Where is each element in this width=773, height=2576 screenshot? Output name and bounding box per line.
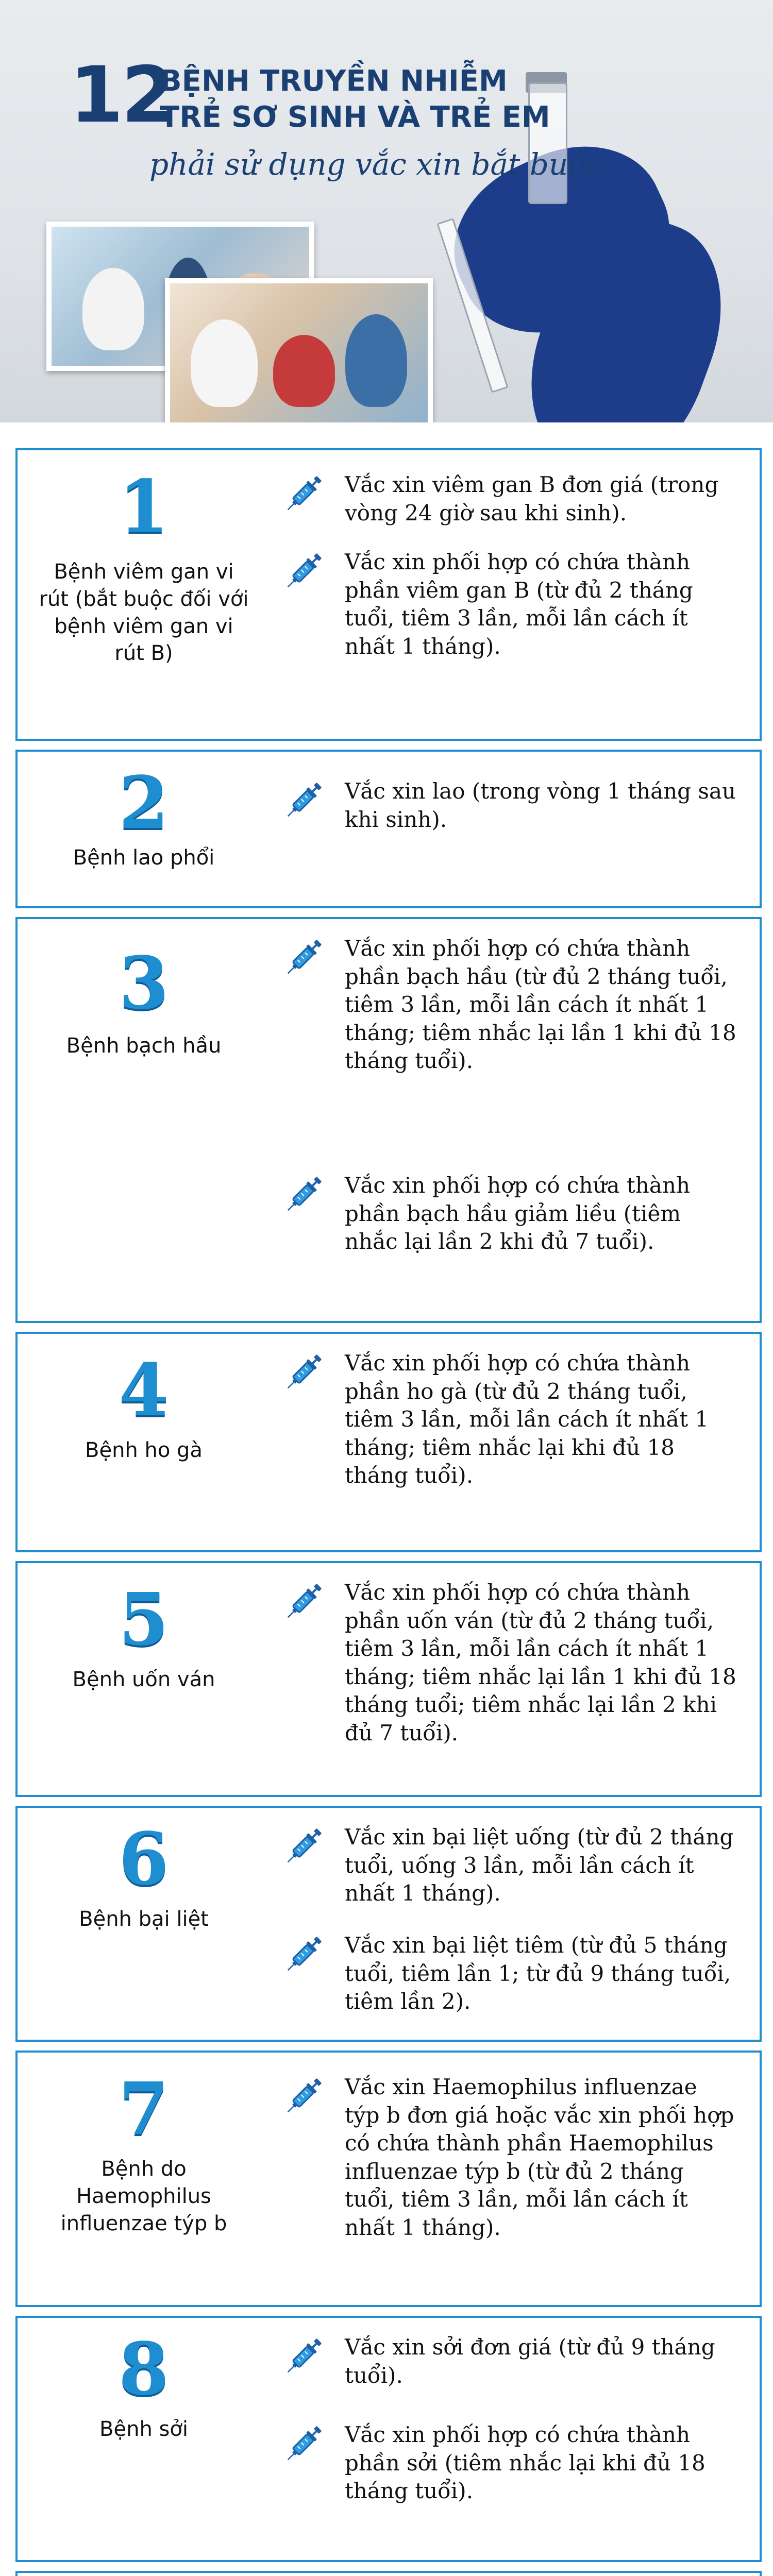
syringe-icon	[280, 1349, 327, 1396]
disease-section	[15, 2316, 762, 2562]
disease-name: Bệnh bại liệt	[79, 1907, 209, 1931]
disease-number: 4	[119, 1348, 169, 1433]
vaccine-description: Vắc xin sởi đơn giá (từ đủ 9 tháng tuổi).	[345, 2334, 715, 2388]
vaccine-description: Vắc xin phối hợp có chứa thành phần bạch hầu (từ đủ 2 tháng tuổi, tiêm 3 lần, mỗi lần cách ít nhất 1 tháng; tiêm nhắc lại lần 1 khi đủ 18 tháng tuổi).	[345, 936, 736, 1074]
disease-name: Bệnh do Haemophilus influenzae týp b	[60, 2157, 227, 2235]
syringe-icon	[280, 1823, 327, 1870]
vaccine-description: Vắc xin bại liệt uống (từ đủ 2 tháng tuổi, uống 3 lần, mỗi lần cách ít nhất 1 tháng).	[345, 1824, 734, 1906]
vaccine-description: Vắc xin phối hợp có chứa thành phần ho gà (từ đủ 2 tháng tuổi, tiêm 3 lần, mỗi lần cách ít nhất 1 tháng; tiêm nhắc lại khi đủ 18 tháng tuổi).	[345, 1350, 709, 1488]
disease-number: 1	[119, 465, 169, 549]
disease-section	[15, 1806, 762, 2042]
header-number: 12	[70, 50, 173, 140]
disease-header	[18, 2318, 270, 2560]
header-banner	[0, 0, 773, 422]
disease-number: 3	[119, 941, 169, 1026]
syringe-icon	[280, 1931, 327, 1978]
vaccine-description: Vắc xin phối hợp có chứa thành phần viêm gan B (từ đủ 2 tháng tuổi, tiêm 3 lần, mỗi lần cách ít nhất 1 tháng).	[345, 549, 693, 659]
syringe-icon	[280, 548, 327, 595]
disease-name: Bệnh sởi	[99, 2417, 188, 2441]
disease-name: Bệnh viêm gan vi rút (bắt buộc đối với bệnh viêm gan vi rút B)	[39, 560, 249, 666]
disease-name: Bệnh ho gà	[85, 1438, 203, 1462]
disease-number: 5	[119, 1578, 169, 1662]
disease-header	[18, 1334, 270, 1550]
disease-name: Bệnh lao phổi	[73, 846, 215, 870]
syringe-icon	[280, 2421, 327, 2467]
disease-number: 8	[119, 2327, 169, 2412]
header-line-2: TRẺ SƠ SINH VÀ TRẺ EM	[160, 100, 550, 134]
syringe-icon	[280, 1579, 327, 1625]
vaccine-description: Vắc xin viêm gan B đơn giá (trong vòng 24 giờ sau khi sinh).	[345, 472, 719, 526]
disease-number: 7	[119, 2067, 169, 2151]
vaccine-description: Vắc xin lao (trong vòng 1 tháng sau khi sinh).	[345, 778, 736, 832]
syringe-icon	[280, 2073, 327, 2120]
syringe-icon	[280, 1172, 327, 1218]
disease-name: Bệnh uốn ván	[72, 1668, 215, 1691]
disease-section	[15, 2050, 762, 2307]
disease-number: 6	[119, 1817, 169, 1902]
disease-section	[15, 448, 762, 741]
syringe-icon	[280, 471, 327, 517]
disease-header	[18, 450, 270, 739]
vaccine-description: Vắc xin phối hợp có chứa thành phần bạch hầu giảm liều (tiêm nhắc lại lần 2 khi đủ 7 tuổi).	[345, 1173, 690, 1255]
disease-section	[15, 750, 762, 908]
header-line-3: phải sử dụng vắc xin bắt buộc	[149, 147, 603, 182]
disease-header	[18, 2573, 270, 2576]
header-line-1: BỆNH TRUYỀN NHIỄM	[160, 64, 508, 98]
disease-name: Bệnh bạch hầu	[66, 1034, 222, 1058]
syringe-icon	[280, 777, 327, 824]
disease-header	[18, 752, 270, 906]
disease-section	[15, 2571, 762, 2576]
disease-section	[15, 1332, 762, 1552]
vaccine-description: Vắc xin Haemophilus influenzae týp b đơn giá hoặc vắc xin phối hợp có chứa thành phần Haemophilus influenzae týp b (từ đủ 2 tháng tuổi, tiêm 3 lần, mỗi lần cách ít nhất 1 tháng).	[345, 2074, 734, 2240]
header-photo-vaccination	[165, 278, 433, 422]
vaccine-description: Vắc xin bại liệt tiêm (từ đủ 5 tháng tuổi, tiêm lần 1; từ đủ 9 tháng tuổi, tiêm lần 2).	[345, 1933, 731, 2014]
syringe-icon	[280, 935, 327, 981]
disease-header	[18, 1563, 270, 1795]
disease-header	[18, 919, 270, 1321]
vaccine-description: Vắc xin phối hợp có chứa thành phần sởi (tiêm nhắc lại khi đủ 18 tháng tuổi).	[345, 2422, 705, 2504]
disease-section	[15, 1561, 762, 1797]
vaccine-description: Vắc xin phối hợp có chứa thành phần uốn ván (từ đủ 2 tháng tuổi, tiêm 3 lần, mỗi lần cách ít nhất 1 tháng; tiêm nhắc lại lần 1 khi đủ 18 tháng tuổi; tiêm nhắc lại lần 2 khi đủ 7 tuổi).	[345, 1580, 736, 1745]
disease-number: 2	[119, 761, 169, 845]
syringe-icon	[280, 2333, 327, 2380]
disease-header	[18, 1808, 270, 2040]
disease-section	[15, 917, 762, 1323]
disease-header	[18, 2053, 270, 2305]
